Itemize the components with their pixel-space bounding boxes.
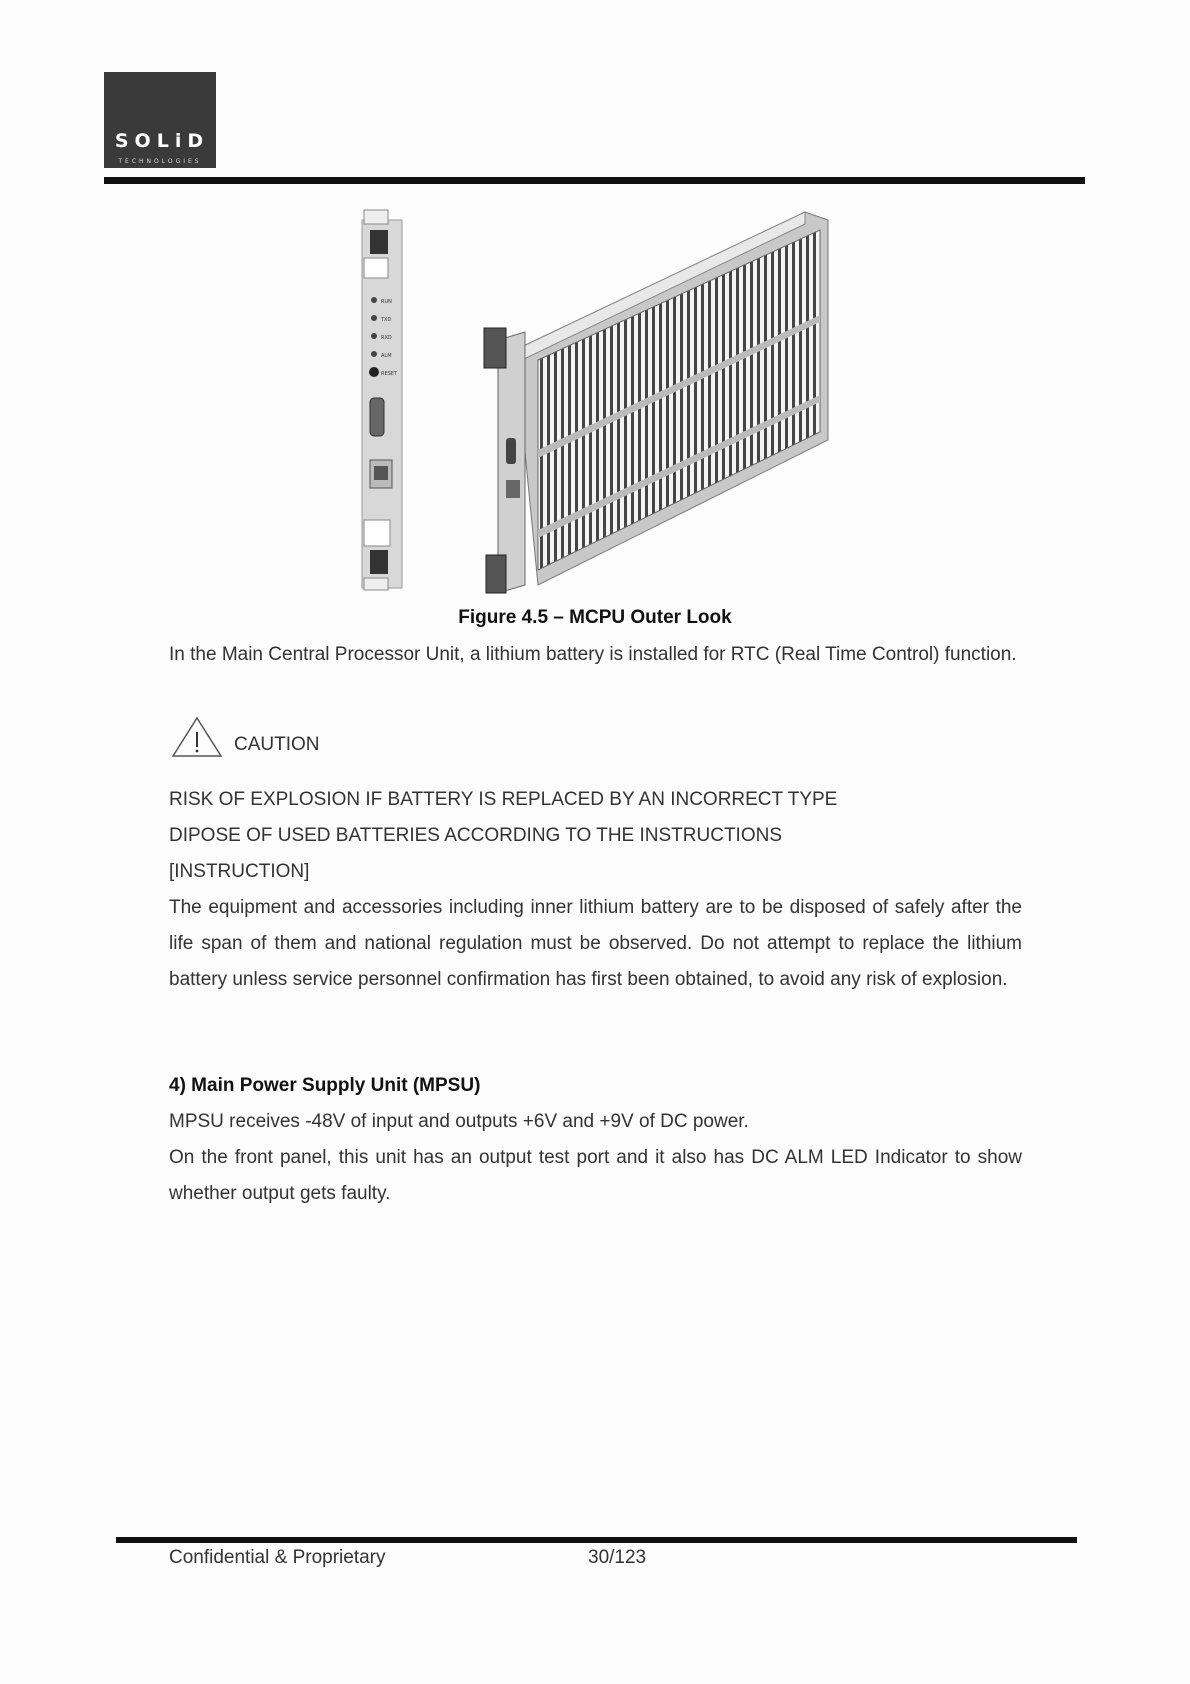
instruction-paragraph: The equipment and accessories including inner lithium battery are to be disposed of safely after the life span of them and national regulation must be observed. Do not attempt to replace the lithium battery unless service personnel confirmation has first been obtained, to avoid any risk of explosion. — [169, 897, 1022, 990]
page-number: 30/123 — [588, 1547, 647, 1568]
logo-wordmark: SOLiD — [114, 130, 210, 152]
section-paragraph-2: On the front panel, this unit has an output test port and it also has DC ALM LED Indicator to show whether output gets faulty. — [169, 1147, 1022, 1204]
caution-icon — [171, 716, 223, 760]
warning-line-2: DIPOSE OF USED BATTERIES ACCORDING TO THE INSTRUCTIONS — [169, 825, 783, 846]
footer-confidential: Confidential & Proprietary — [169, 1547, 386, 1568]
led-label-alm: ALM — [381, 353, 392, 359]
section-paragraph-1: MPSU receives -48V of input and outputs +6V and +9V of DC power. — [169, 1111, 749, 1132]
led-label-reset: RESET — [381, 371, 398, 377]
mcpu-figure — [350, 200, 840, 595]
led-label-txd: TXD — [381, 317, 392, 323]
intro-paragraph: In the Main Central Processor Unit, a lithium battery is installed for RTC (Real Time Control) function. — [169, 644, 1017, 665]
section-heading: 4) Main Power Supply Unit (MPSU) — [169, 1075, 481, 1096]
card-3d-image — [484, 212, 828, 593]
footer-rule — [116, 1537, 1077, 1543]
led-label-rxd: RXD — [381, 335, 392, 341]
instruction-heading: [INSTRUCTION] — [169, 861, 310, 882]
company-logo — [104, 72, 216, 168]
warning-line-1: RISK OF EXPLOSION IF BATTERY IS REPLACED BY AN INCORRECT TYPE — [169, 789, 838, 810]
caution-label: CAUTION — [234, 734, 320, 755]
figure-caption: Figure 4.5 – MCPU Outer Look — [458, 607, 732, 628]
led-label-run: RUN — [381, 299, 392, 305]
logo-subtext: TECHNOLOGIES — [118, 158, 202, 165]
header-rule — [104, 177, 1085, 184]
front-panel-image — [362, 210, 402, 590]
